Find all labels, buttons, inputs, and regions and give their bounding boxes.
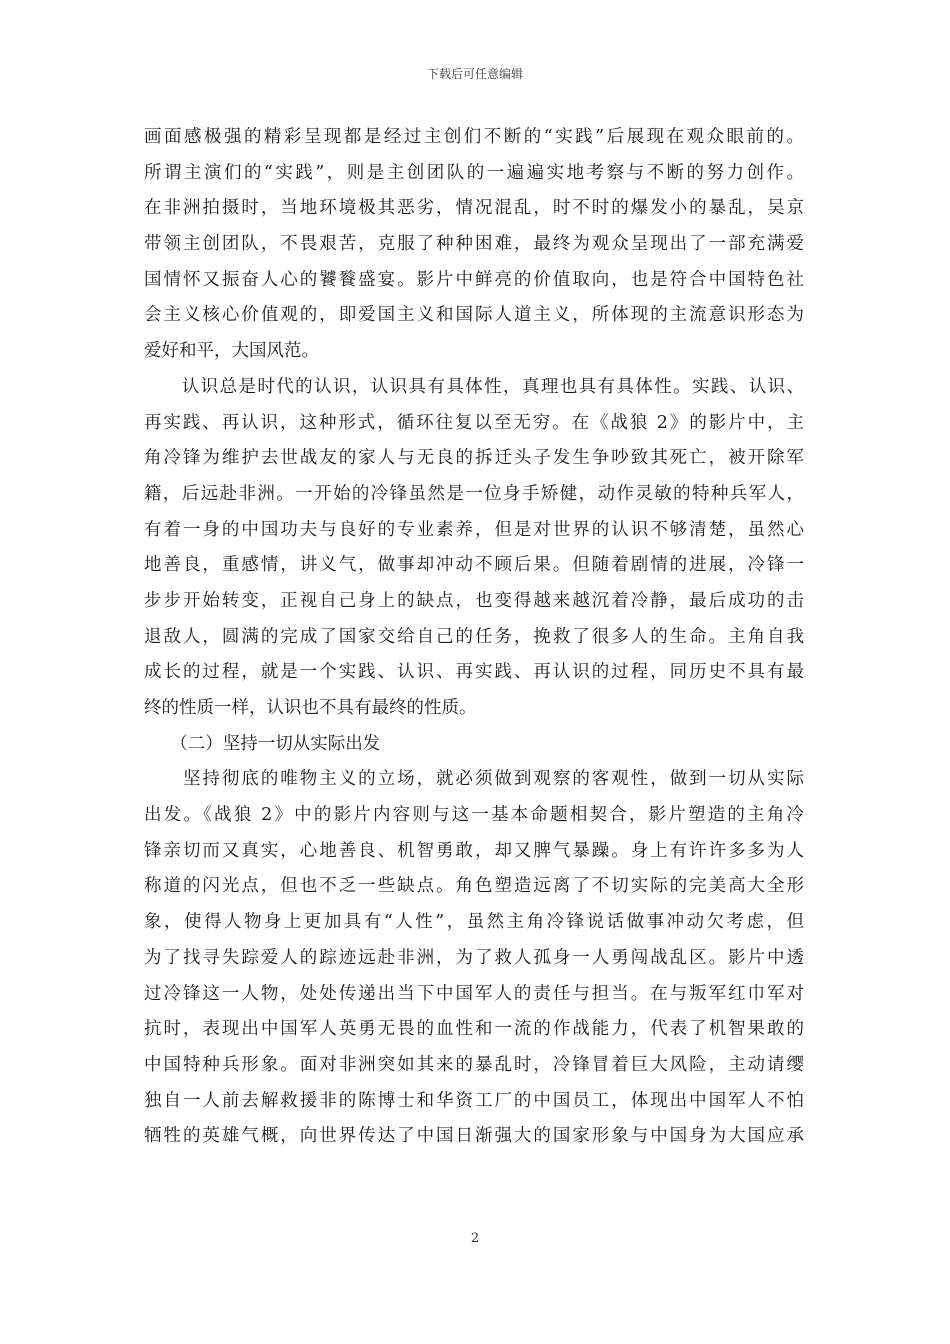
text-line: 成长的过程，就是一个实践、认识、再实践、再认识的过程，同历史不具有最 — [144, 662, 804, 683]
text-line: 抗时，表现出中国军人英勇无畏的血性和一流的作战能力，代表了机智果敢的 — [144, 1019, 804, 1040]
text-line: 爱好和平，大国风范。 — [144, 341, 319, 362]
text-line: 认识总是时代的认识，认识具有具体性，真理也具有具体性。实践、认识、 — [144, 376, 804, 397]
text-line: 地善良，重感情，讲义气，做事却冲动不顾后果。但随着剧情的进展，冷锋一 — [144, 555, 804, 576]
text-line: 国情怀又振奋人心的饕餮盛宴。影片中鲜亮的价值取向，也是符合中国特色社 — [144, 269, 804, 290]
text-line: 会主义核心价值观的，即爱国主义和国际人道主义，所体现的主流意识形态为 — [144, 305, 804, 326]
text-line: 牺牲的英雄气概，向世界传达了中国日渐强大的国家形象与中国身为大国应承 — [144, 1126, 804, 1147]
text-line: 所谓主演们的“实践”，则是主创团队的一遍遍实地考察与不断的努力创作。 — [144, 162, 804, 183]
text-line: 终的性质一样，认识也不具有最终的性质。 — [144, 698, 477, 718]
page-number: 2 — [470, 1231, 480, 1246]
text-line: 有着一身的中国功夫与良好的专业素养，但是对世界的认识不够清楚，虽然心 — [144, 519, 804, 540]
text-line: 坚持彻底的唯物主义的立场，就必须做到观察的客观性，做到一切从实际 — [144, 769, 804, 790]
text-line: 角冷锋为维护去世战友的家人与无良的拆迁头子发生争吵致其死亡，被开除军 — [144, 448, 804, 469]
text-line: 出发。《战狼 2》中的影片内容则与这一基本命题相契合，影片塑造的主角冷 — [144, 805, 804, 826]
text-line: 锋亲切而又真实，心地善良、机智勇敢，却又脾气暴躁。身上有许许多多为人 — [144, 840, 804, 861]
text-line: 退敌人，圆满的完成了国家交给自己的任务，挽救了很多人的生命。主角自我 — [144, 626, 804, 647]
text-line: 画面感极强的精彩呈现都是经过主创们不断的“实践”后展现在观众眼前的。 — [144, 127, 804, 147]
text-line: 过冷锋这一人物，处处传递出当下中国军人的责任与担当。在与叛军红巾军对 — [144, 983, 804, 1004]
text-line: 在非洲拍摄时，当地环境极其恶劣，情况混乱，时不时的爆发小的暴乱，吴京 — [144, 198, 804, 219]
text-line: 再实践、再认识，这种形式，循环往复以至无穷。在《战狼 2》的影片中，主 — [144, 412, 804, 433]
text-line: 带领主创团队，不畏艰苦，克服了种种困难，最终为观众呈现出了一部充满爱 — [144, 234, 804, 255]
body-text — [144, 120, 804, 1155]
text-line: 中国特种兵形象。面对非洲突如其来的暴乱时，冷锋冒着巨大风险，主动请缨 — [144, 1054, 804, 1075]
text-line: 象，使得人物身上更加具有“人性”，虽然主角冷锋说话做事冲动欠考虑，但 — [144, 912, 804, 933]
text-line: 独自一人前去解救援非的陈博士和华资工厂的中国员工，体现出中国军人不怕 — [144, 1090, 804, 1111]
text-line: 步步开始转变，正视自己身上的缺点，也变得越来越沉着冷静，最后成功的击 — [144, 590, 804, 611]
text-line: 籍，后远赴非洲。一开始的冷锋虽然是一位身手矫健，动作灵敏的特种兵军人， — [144, 483, 804, 504]
text-line: 为了找寻失踪爱人的踪迹远赴非洲，为了救人孤身一人勇闯战乱区。影片中透 — [144, 947, 804, 968]
text-line: （二）坚持一切从实际出发 — [144, 733, 381, 754]
page-header: 下载后可任意编辑 — [426, 67, 523, 81]
text-line: 称道的闪光点，但也不乏一些缺点。角色塑造远离了不切实际的完美高大全形 — [144, 876, 804, 897]
